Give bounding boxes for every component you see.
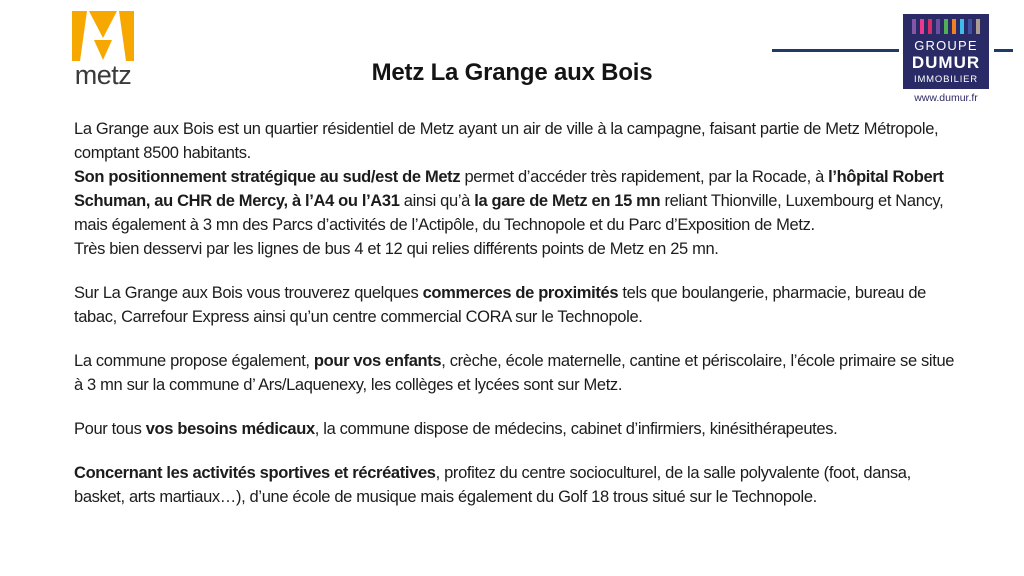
text-run: ainsi qu’à	[399, 192, 475, 210]
text-run: tels que boulangerie, pharmacie, bureau de tabac, Carrefour Express ainsi qu’un centre commercial CORA sur le Technopole.	[74, 284, 926, 326]
color-bar	[960, 19, 964, 34]
page-title: Metz La Grange aux Bois	[371, 59, 653, 87]
text-run: , profitez du centre socioculturel, de la salle polyvalente (foot, dansa, basket, arts martiaux…), d’une école de musique mais également du Golf 18 trous situé sur le Technopole.	[74, 464, 911, 506]
bold-text-run: Son positionnement stratégique au sud/est de Metz	[74, 168, 461, 186]
dumur-name-label: DUMUR	[911, 53, 981, 72]
text-run: , la commune dispose de médecins, cabinet d’infirmiers, kinésithérapeutes.	[314, 420, 838, 438]
color-bar	[920, 19, 924, 34]
dumur-website: www.dumur.fr	[914, 92, 978, 104]
metz-wordmark: metz	[74, 60, 132, 90]
divider-line-left	[772, 49, 899, 52]
bold-text-run: la gare de Metz en 15 mn	[474, 192, 661, 210]
color-bar	[928, 19, 932, 34]
body-text	[74, 117, 958, 509]
bold-text-run: l’hôpital Robert Schuman, au CHR de Mercy, à l’A4 ou l’A31	[74, 168, 944, 210]
text-run: permet d’accéder très rapidement, par la Rocade, à	[460, 168, 829, 186]
body-paragraph	[74, 165, 958, 237]
color-bar	[976, 19, 980, 34]
body-paragraph	[74, 417, 958, 441]
color-bar	[952, 19, 956, 34]
body-paragraph	[74, 461, 958, 509]
body-paragraph	[74, 117, 958, 165]
text-run: La commune propose également,	[74, 352, 314, 370]
body-paragraph	[74, 281, 958, 329]
text-run: Pour tous	[74, 420, 146, 438]
bold-text-run: commerces de proximités	[422, 284, 619, 302]
dumur-groupe-label: GROUPE	[914, 38, 978, 53]
text-run: Sur La Grange aux Bois vous trouverez quelques	[74, 284, 423, 302]
text-run: , crèche, école maternelle, cantine et périscolaire, l’école primaire se situe à 3 mn sur la commune d’ Ars/Laquenexy, les collèges et lycées sont sur Metz.	[74, 352, 955, 394]
dumur-immobilier-label: IMMOBILIER	[914, 74, 978, 85]
text-run: reliant Thionville, Luxembourg et Nancy, mais également à 3 mn des Parcs d’activités de l’Actipôle, du Technopole et du Parc d’Exposition de Metz.	[74, 192, 944, 234]
text-run: Très bien desservi par les lignes de bus 4 et 12 qui relies différents points de Metz en 25 mn.	[74, 240, 719, 258]
metz-m-icon	[72, 11, 134, 61]
text-run: La Grange aux Bois est un quartier résidentiel de Metz ayant un air de ville à la campagne, faisant partie de Metz Métropole, comptant 8500 habitants.	[74, 120, 939, 162]
bold-text-run: pour vos enfants	[313, 352, 442, 370]
color-bar	[912, 19, 916, 34]
bold-text-run: vos besoins médicaux	[145, 420, 315, 438]
color-bar	[944, 19, 948, 34]
dumur-color-bars	[903, 14, 989, 35]
color-bar	[968, 19, 972, 34]
bold-text-run: Concernant les activités sportives et récréatives	[74, 464, 436, 482]
dumur-logo	[903, 14, 989, 89]
body-paragraph	[74, 349, 958, 397]
color-bar	[936, 19, 940, 34]
divider-line-right	[994, 49, 1013, 52]
body-paragraph	[74, 237, 958, 261]
